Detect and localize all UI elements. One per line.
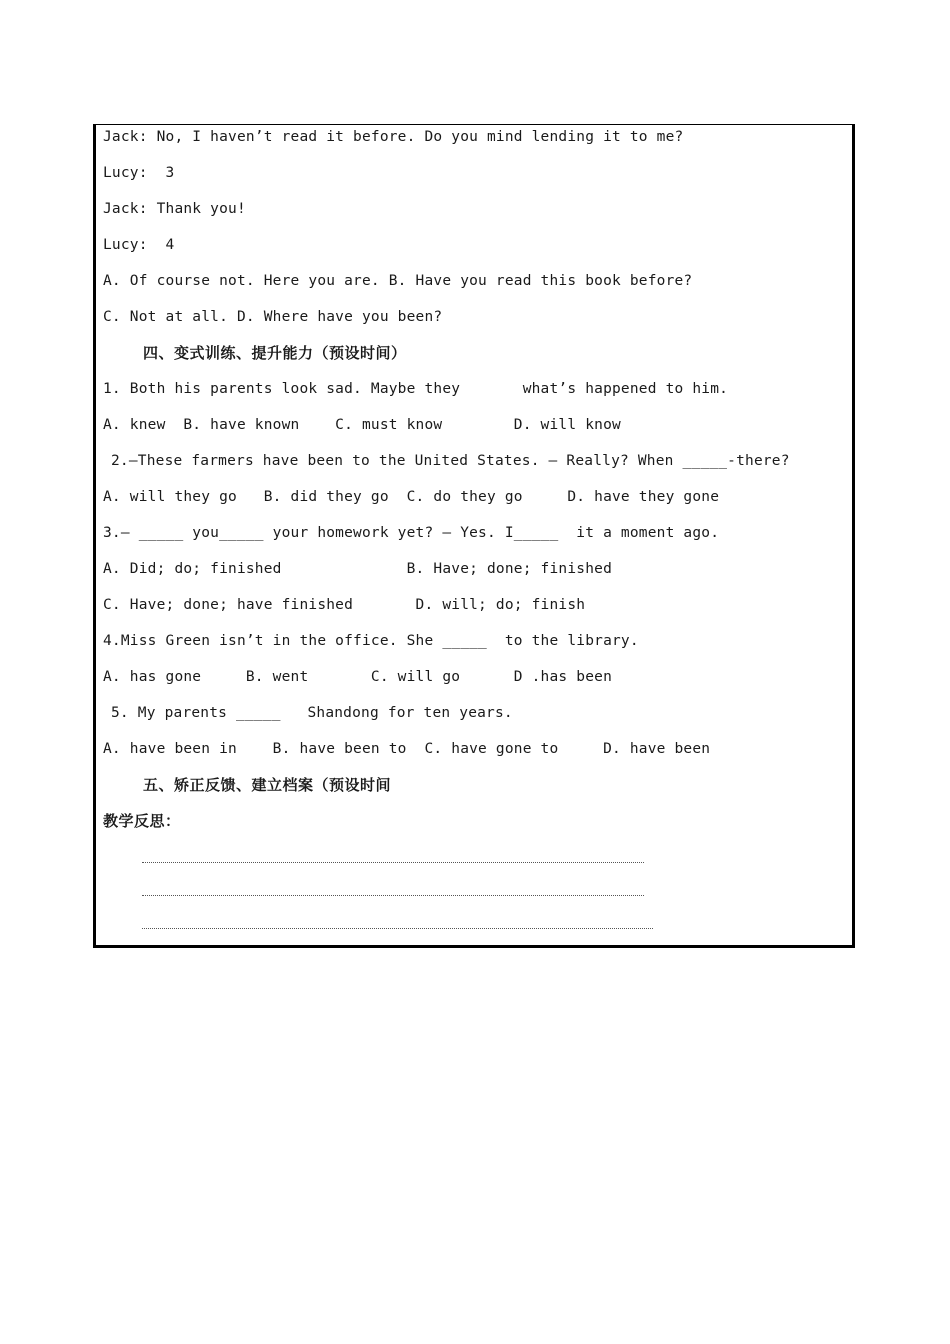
reflection-writing-line-3[interactable] xyxy=(142,928,653,929)
question-3-options-ab: A. Did; do; finished B. Have; done; finished xyxy=(103,561,612,577)
dialogue-line-jack-2: Jack: Thank you! xyxy=(103,201,246,217)
dialogue-line-lucy-2: Lucy: 4 xyxy=(103,237,175,253)
question-3: 3.— _____ you_____ your homework yet? — Yes. I_____ it a moment ago. xyxy=(103,525,720,541)
question-5-options: A. have been in B. have been to C. have gone to D. have been xyxy=(103,741,711,757)
question-5: 5. My parents _____ Shandong for ten years. xyxy=(111,705,513,721)
question-3-options-cd: C. Have; done; have finished D. will; do; finish xyxy=(103,597,586,613)
dialogue-line-jack-1: Jack: No, I haven’t read it before. Do you mind lending it to me? xyxy=(103,129,684,145)
question-1: 1. Both his parents look sad. Maybe they what’s happened to him. xyxy=(103,381,729,397)
question-2-options: A. will they go B. did they go C. do they go D. have they gone xyxy=(103,489,720,505)
question-1-options: A. knew B. have known C. must know D. will know xyxy=(103,417,621,433)
question-4-options: A. has gone B. went C. will go D .has been xyxy=(103,669,612,685)
question-2: 2.—These farmers have been to the United States. — Really? When _____-there? xyxy=(111,453,790,469)
dialogue-line-lucy-1: Lucy: 3 xyxy=(103,165,175,181)
reflection-writing-line-2[interactable] xyxy=(142,895,644,896)
reflection-label: 教学反思： xyxy=(103,812,181,830)
dialogue-options-ab: A. Of course not. Here you are. B. Have you read this book before? xyxy=(103,273,693,289)
question-4: 4.Miss Green isn’t in the office. She _____ to the library. xyxy=(103,633,639,649)
dialogue-options-cd: C. Not at all. D. Where have you been? xyxy=(103,309,443,325)
reflection-writing-line-1[interactable] xyxy=(142,862,644,863)
section-5-heading: 五、矫正反馈、建立档案（预设时间 xyxy=(143,776,392,794)
section-4-heading: 四、变式训练、提升能力（预设时间） xyxy=(143,344,407,362)
